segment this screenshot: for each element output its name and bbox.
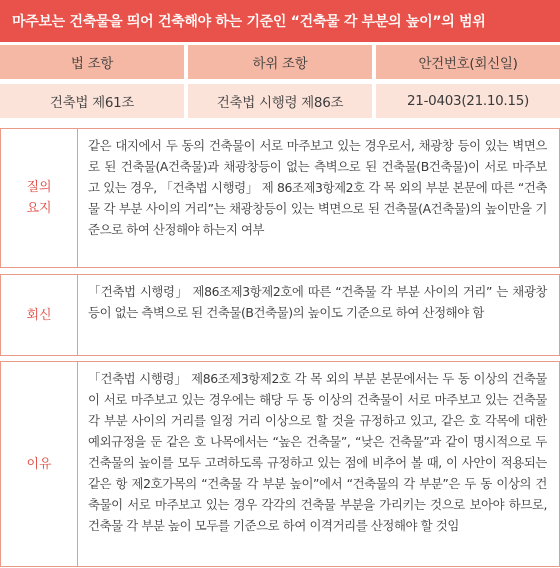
reference-value-row <box>0 84 560 118</box>
section-inquiry-summary <box>0 128 560 268</box>
section-text-reply: 「건축법 시행령」 제86조제3항제2호에 따른 “건축물 각 부분 사이의 거리” 는 채광창등이 없는 측벽으로 된 건축물(B건축물)의 높이도 기준으로 하여 산정해야 함 <box>88 284 547 320</box>
label-line: 요지 <box>26 201 52 216</box>
section-label-reply <box>1 275 78 355</box>
value-case-number: 21-0403(21.10.15) <box>376 84 560 118</box>
header-sub-article: 하위 조항 <box>188 45 372 79</box>
section-reason <box>0 361 560 567</box>
label-line: 이유 <box>26 456 52 472</box>
label-line: 회신 <box>26 307 52 323</box>
value-sub-article: 건축법 시행령 제86조 <box>188 84 372 118</box>
header-law-article: 법 조항 <box>0 45 184 79</box>
section-text-inquiry: 같은 대지에서 두 동의 건축물이 서로 마주보고 있는 경우로서, 채광창 등이 있는 벽면으로 된 건축물(A건축물)과 채광창등이 없는 측벽으로 된 건축물(B건축물)이 서로 마주보고 있는 경우, 「건축법 시행령」 제 86조제3항제2호 각 목 외의 부분 본문에 따른 “건축물 각 부분 사이의 거리”는 채광창등이 있는 벽면으로 된 건축물(A건축물)의 높이만을 기준으로 하여 산정해야 하는지 여부 <box>88 138 547 237</box>
page-title: 마주보는 건축물을 띄어 건축해야 하는 기준인 “건축물 각 부분의 높이”의 범위 <box>0 0 560 42</box>
reference-header-row <box>0 45 560 79</box>
section-label-reason <box>1 362 78 566</box>
label-line: 질의 <box>26 180 52 195</box>
header-case-number: 안건번호(회신일) <box>376 45 560 79</box>
section-reply <box>0 274 560 356</box>
section-text-reason: 「건축법 시행령」 제86조제3항제2호 각 목 외의 부분 본문에서는 두 동 이상의 건축물이 서로 마주보고 있는 경우에는 해당 두 동 이상의 건축물이 서로 마주보고 있는 건축물 각 부분 사이의 거리를 일정 거리 이상으로 할 것을 규정하고 있고, 같은 호 각목에 대한 예외규정을 둔 같은 호 나목에서는 “높은 건축물”, “낮은 건축물”과 같이 명시적으로 두 건축물의 높이를 모두 고려하도록 규정하고 있는 점에 비추어 볼 때, 이 사안이 적용되는 같은 항 제2호가목의 “건축물 각 부분 높이”에서 “건축물의 각 부분”은 두 동 이상의 건축물이 서로 마주보고 있는 경우 각각의 건축물 부분을 가리키는 것으로 보아야 하므로, 건축물 각 부분 높이 모두를 기준으로 하여 이격거리를 산정해야 할 것임 <box>88 371 547 533</box>
value-law-article: 건축법 제61조 <box>0 84 184 118</box>
section-label-inquiry <box>1 129 78 267</box>
